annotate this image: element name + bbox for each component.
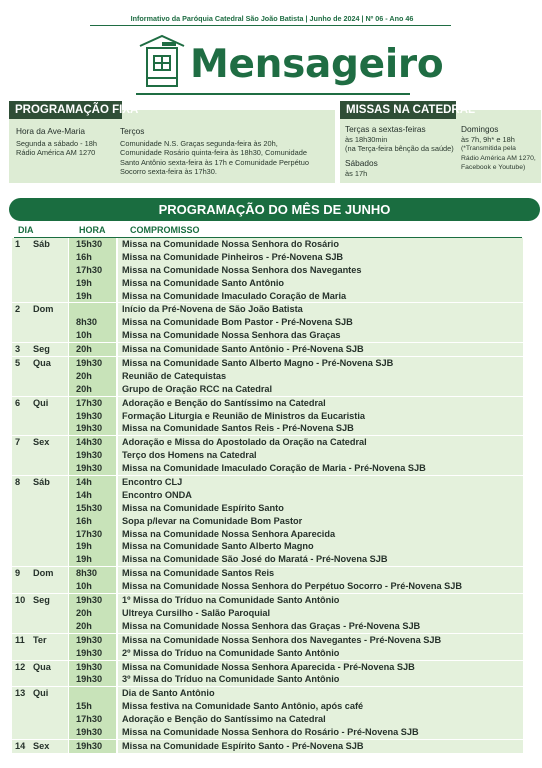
table-row xyxy=(68,476,523,489)
day-weekday: Sáb xyxy=(33,239,50,249)
day-number: 11 xyxy=(15,634,25,645)
day-number: 5 xyxy=(15,358,21,369)
event-cell: Missa na Comunidade Nossa Senhora dos Navegantes - Pré-Novena SJB xyxy=(116,634,523,647)
time-cell: 8h30 xyxy=(68,567,116,580)
table-row xyxy=(68,502,523,515)
day-cell xyxy=(12,687,68,739)
event-cell: Missa na Comunidade Nossa Senhora Aparecida xyxy=(116,528,523,541)
table-row xyxy=(68,449,523,462)
time-cell: 20h xyxy=(68,383,116,396)
sabados-line: às 17h xyxy=(345,168,368,178)
event-cell: Terço dos Homens na Catedral xyxy=(116,449,523,462)
time-cell: 16h xyxy=(68,515,116,528)
tercos-line: Comunidade N.S. Graças segunda-feira às 20h, xyxy=(120,139,278,148)
time-cell: 19h30 xyxy=(68,661,116,674)
day-weekday: Sex xyxy=(33,740,50,751)
header-rule xyxy=(90,25,451,26)
time-cell: 19h30 xyxy=(68,673,116,686)
time-cell: 20h xyxy=(68,343,116,356)
day-number: 14 xyxy=(15,740,26,751)
schedule-day xyxy=(12,740,523,754)
schedule-day xyxy=(12,436,523,476)
day-weekday: Ter xyxy=(33,634,47,645)
event-cell: Adoração e Missa do Apostolado da Oração na Catedral xyxy=(116,436,523,449)
table-row xyxy=(68,620,523,633)
month-banner: PROGRAMAÇÃO DO MÊS DE JUNHO xyxy=(9,198,540,221)
day-weekday: Seg xyxy=(33,595,50,606)
time-cell: 19h30 xyxy=(68,357,116,370)
day-number: 2 xyxy=(15,304,21,315)
tercos-line: Socorro sexta-feira às 17h30. xyxy=(120,166,217,176)
event-cell: Missa na Comunidade Nossa Senhora do Perpétuo Socorro - Pré-Novena SJB xyxy=(116,580,523,593)
table-row xyxy=(68,410,523,423)
day-number: 12 xyxy=(15,661,26,672)
time-cell: 17h30 xyxy=(68,264,116,277)
time-cell: 19h xyxy=(68,553,116,566)
event-cell: Formação Liturgia e Reunião de Ministros da Eucaristia xyxy=(116,410,523,423)
event-cell: Encontro CLJ xyxy=(116,476,523,489)
event-cell: 3º Missa do Tríduo na Comunidade Santo Antônio xyxy=(116,673,523,686)
event-cell: Missa na Comunidade Nossa Senhora Aparecida - Pré-Novena SJB xyxy=(116,661,523,674)
time-cell: 19h xyxy=(68,540,116,553)
time-cell: 15h30 xyxy=(68,238,116,251)
table-row xyxy=(68,370,523,383)
schedule-day xyxy=(12,238,523,303)
table-row xyxy=(68,290,523,303)
time-cell: 20h xyxy=(68,620,116,633)
day-cell xyxy=(12,343,68,356)
table-row xyxy=(68,343,523,356)
event-cell: Início da Pré-Novena de São João Batista xyxy=(116,303,523,316)
time-cell: 16h xyxy=(68,251,116,264)
day-number: 1 xyxy=(15,239,21,249)
schedule-day xyxy=(12,357,523,397)
event-cell: Missa na Comunidade Imaculado Coração de Maria xyxy=(116,290,523,303)
schedule-day xyxy=(12,634,523,661)
time-cell: 20h xyxy=(68,370,116,383)
day-weekday: Sex xyxy=(33,437,50,448)
event-cell: Missa na Comunidade Nossa Senhora das Graças - Pré-Novena SJB xyxy=(116,620,523,633)
day-cell xyxy=(12,634,68,660)
domingos-block xyxy=(461,124,540,172)
table-row xyxy=(68,397,523,410)
table-row xyxy=(68,264,523,277)
table-row xyxy=(68,713,523,726)
time-cell: 19h30 xyxy=(68,422,116,435)
event-cell: Missa na Comunidade Bom Pastor - Pré-Novena SJB xyxy=(116,316,523,329)
day-weekday: Qui xyxy=(33,397,49,408)
ave-maria-line: Rádio América AM 1270 xyxy=(16,148,96,158)
table-row xyxy=(68,238,523,251)
event-cell: Ultreya Cursilho - Salão Paroquial xyxy=(116,607,523,620)
time-cell: 19h30 xyxy=(68,634,116,647)
day-number: 3 xyxy=(15,344,21,355)
day-weekday: Dom xyxy=(33,568,54,579)
tercas-line: às 18h30min xyxy=(345,135,388,144)
table-row xyxy=(68,673,523,686)
masthead-title: Mensageiro xyxy=(190,42,444,87)
day-weekday: Dom xyxy=(33,304,54,315)
event-cell: Missa na Comunidade Espírito Santo xyxy=(116,502,523,515)
day-cell xyxy=(12,303,68,342)
time-cell: 10h xyxy=(68,580,116,593)
col-header-compromisso: COMPROMISSO xyxy=(130,225,200,235)
day-weekday: Seg xyxy=(33,344,50,355)
event-cell: Missa na Comunidade Imaculado Coração de Maria - Pré-Novena SJB xyxy=(116,462,523,475)
ave-maria-line: Segunda a sábado - 18h xyxy=(16,139,97,148)
day-cell xyxy=(12,357,68,396)
event-cell: 1º Missa do Tríduo na Comunidade Santo Antônio xyxy=(116,594,523,607)
domingos-line: Rádio América AM 1270, xyxy=(461,154,536,162)
table-row xyxy=(68,740,523,753)
schedule-day xyxy=(12,343,523,357)
schedule-day xyxy=(12,476,523,567)
day-weekday: Qui xyxy=(33,688,49,699)
table-row xyxy=(68,726,523,739)
sabados-title: Sábados xyxy=(345,157,378,168)
day-number: 10 xyxy=(15,595,26,606)
schedule-day xyxy=(12,303,523,343)
time-cell: 19h30 xyxy=(68,462,116,475)
day-number: 8 xyxy=(15,477,21,488)
tercos-title: Terços xyxy=(120,126,145,136)
missas-catedral-tab: MISSAS NA CATEDRAL xyxy=(340,101,456,119)
table-row xyxy=(68,251,523,264)
table-row xyxy=(68,462,523,475)
ave-maria-title: Hora da Ave-Maria xyxy=(16,126,86,136)
tercas-title: Terças a sextas-feiras xyxy=(345,124,426,134)
day-number: 7 xyxy=(15,437,21,448)
event-cell: Missa na Comunidade Santo Alberto Magno xyxy=(116,540,523,553)
tercas-block xyxy=(345,124,457,178)
time-cell: 15h30 xyxy=(68,502,116,515)
table-row xyxy=(68,700,523,713)
day-cell xyxy=(12,238,68,302)
time-cell: 17h30 xyxy=(68,397,116,410)
table-row xyxy=(68,634,523,647)
table-row xyxy=(68,594,523,607)
day-cell xyxy=(12,567,68,593)
time-cell: 19h30 xyxy=(68,647,116,660)
table-row xyxy=(68,540,523,553)
domingos-line: Facebook e Youtube) xyxy=(461,163,526,171)
day-cell xyxy=(12,661,68,687)
masthead-rule xyxy=(136,93,410,95)
table-row xyxy=(68,436,523,449)
event-cell: Missa na Comunidade Nossa Senhora do Rosário xyxy=(116,238,523,251)
schedule-day xyxy=(12,567,523,594)
event-cell: Missa na Comunidade Santos Reis - Pré-Novena SJB xyxy=(116,422,523,435)
table-row xyxy=(68,567,523,580)
event-cell: Missa na Comunidade Santo Antônio - Pré-Novena SJB xyxy=(116,343,523,356)
schedule-day xyxy=(12,661,523,688)
table-row xyxy=(68,553,523,566)
day-cell xyxy=(12,594,68,633)
table-row xyxy=(68,489,523,502)
schedule-day xyxy=(12,594,523,634)
event-cell: Missa na Comunidade Santo Antônio xyxy=(116,277,523,290)
event-cell: Encontro ONDA xyxy=(116,489,523,502)
time-cell xyxy=(68,687,116,700)
time-cell: 17h30 xyxy=(68,528,116,541)
table-row xyxy=(68,515,523,528)
time-cell: 19h30 xyxy=(68,740,116,753)
day-number: 13 xyxy=(15,688,26,699)
header-topline: Informativo da Paróquia Catedral São João Batista | Junho de 2024 | Nº 06 - Ano 46 xyxy=(130,14,414,23)
schedule-day xyxy=(12,687,523,740)
schedule-table xyxy=(12,238,523,754)
day-weekday: Qua xyxy=(33,358,51,369)
day-cell xyxy=(12,740,68,753)
event-cell: Missa na Comunidade Nossa Senhora do Rosário - Pré-Novena SJB xyxy=(116,726,523,739)
time-cell: 19h30 xyxy=(68,726,116,739)
time-cell xyxy=(68,303,116,316)
time-cell: 19h xyxy=(68,277,116,290)
event-cell: Missa festiva na Comunidade Santo Antônio, após café xyxy=(116,700,523,713)
tercos-line: Comunidade Rosário quinta-feira às 18h30, Comunidade xyxy=(120,148,307,158)
table-row xyxy=(68,580,523,593)
schedule-day xyxy=(12,397,523,437)
event-cell: Reunião de Catequistas xyxy=(116,370,523,383)
table-row xyxy=(68,422,523,435)
event-cell: Grupo de Oração RCC na Catedral xyxy=(116,383,523,396)
col-header-dia: DIA xyxy=(18,225,34,235)
day-number: 6 xyxy=(15,397,21,408)
time-cell: 19h30 xyxy=(68,594,116,607)
table-row xyxy=(68,277,523,290)
time-cell: 15h xyxy=(68,700,116,713)
event-cell: Missa na Comunidade Espírito Santo - Pré-Novena SJB xyxy=(116,740,523,753)
table-row xyxy=(68,383,523,396)
event-cell: Dia de Santo Antônio xyxy=(116,687,523,700)
table-row xyxy=(68,303,523,316)
domingos-line: às 7h, 9h* e 18h xyxy=(461,135,515,144)
domingos-title: Domingos xyxy=(461,124,499,134)
table-row xyxy=(68,329,523,342)
time-cell: 8h30 xyxy=(68,316,116,329)
event-cell: Missa na Comunidade Santo Alberto Magno - Pré-Novena SJB xyxy=(116,357,523,370)
day-weekday: Qua xyxy=(33,661,51,672)
time-cell: 20h xyxy=(68,607,116,620)
day-cell xyxy=(12,436,68,475)
time-cell: 14h xyxy=(68,476,116,489)
col-header-hora: HORA xyxy=(79,225,106,235)
event-cell: Adoração e Benção do Santíssimo na Catedral xyxy=(116,397,523,410)
event-cell: Missa na Comunidade Nossa Senhora das Graças xyxy=(116,329,523,342)
time-cell: 19h30 xyxy=(68,449,116,462)
table-row xyxy=(68,687,523,700)
time-cell: 17h30 xyxy=(68,713,116,726)
table-row xyxy=(68,528,523,541)
time-cell: 14h xyxy=(68,489,116,502)
table-row xyxy=(68,647,523,660)
day-weekday: Sáb xyxy=(33,477,50,488)
event-cell: 2º Missa do Tríduo na Comunidade Santo Antônio xyxy=(116,647,523,660)
day-number: 9 xyxy=(15,568,21,579)
event-cell: Missa na Comunidade Pinheiros - Pré-Novena SJB xyxy=(116,251,523,264)
time-cell: 19h30 xyxy=(68,410,116,423)
tercos-block xyxy=(120,126,332,176)
day-cell xyxy=(12,397,68,436)
table-row xyxy=(68,316,523,329)
event-cell: Missa na Comunidade Santos Reis xyxy=(116,567,523,580)
ave-maria-block xyxy=(16,126,111,158)
time-cell: 19h xyxy=(68,290,116,303)
event-cell: Missa na Comunidade São José do Maratá - Pré-Novena SJB xyxy=(116,553,523,566)
time-cell: 10h xyxy=(68,329,116,342)
time-cell: 14h30 xyxy=(68,436,116,449)
event-cell: Missa na Comunidade Nossa Senhora dos Navegantes xyxy=(116,264,523,277)
tercas-line: (na Terça-feira bênção da saúde) xyxy=(345,144,454,154)
table-row xyxy=(68,661,523,674)
event-cell: Adoração e Benção do Santíssimo na Catedral xyxy=(116,713,523,726)
church-logo-icon xyxy=(136,30,188,92)
tercos-line: Santo Antônio sexta-feira às 17h e Comunidade Perpétuo xyxy=(120,157,309,167)
day-cell xyxy=(12,476,68,566)
event-cell: Sopa p/levar na Comunidade Bom Pastor xyxy=(116,515,523,528)
domingos-line: (*Transmitida pela xyxy=(461,145,516,153)
programacao-fixa-tab: PROGRAMAÇÃO FIXA xyxy=(9,101,122,119)
table-row xyxy=(68,357,523,370)
table-row xyxy=(68,607,523,620)
